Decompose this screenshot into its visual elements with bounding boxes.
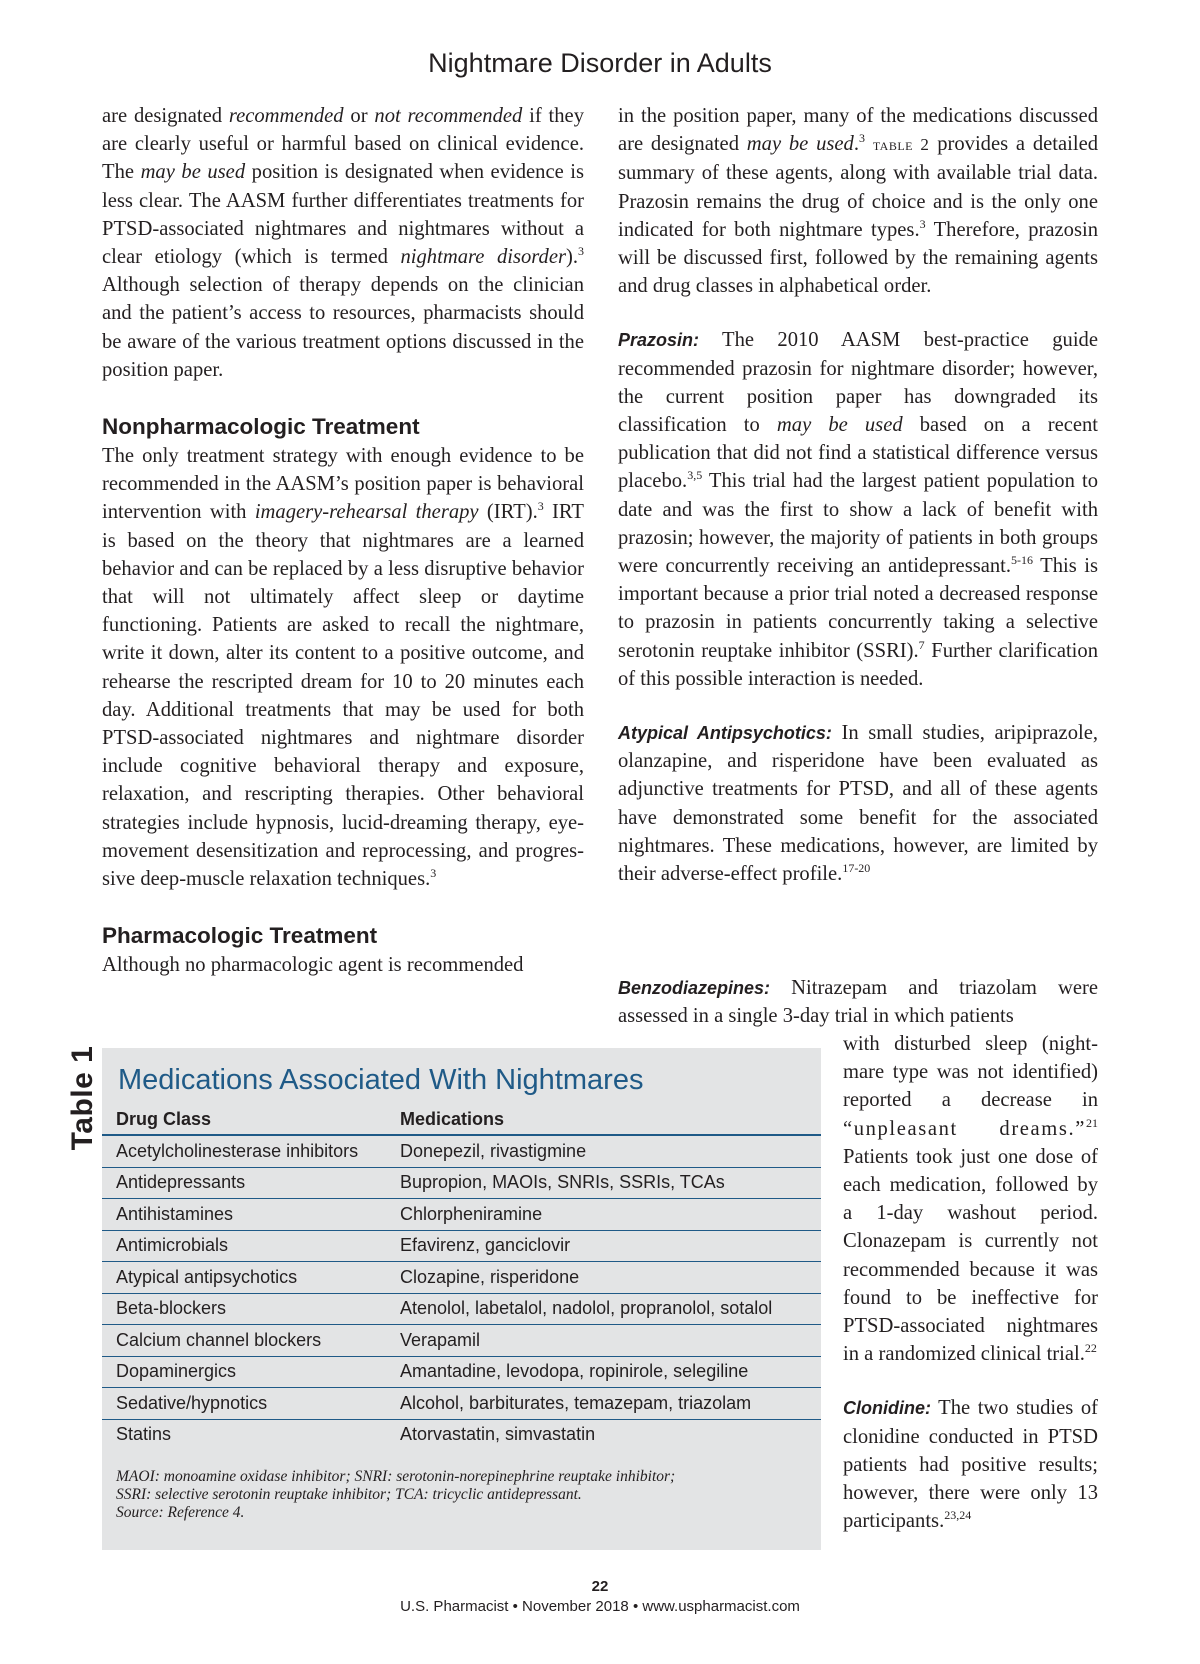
table-footnote [116, 1468, 806, 1522]
medications-cell: Efavirenz, ganciclovir [400, 1230, 821, 1262]
footnote-line: MAOI: monoamine oxidase inhibitor; SNRI: serotonin-norepinephrine reuptake inhibitor; [116, 1468, 676, 1485]
drug-class-cell: Calcium channel blockers [102, 1325, 400, 1357]
footer-credit: U.S. Pharmacist • November 2018 • www.uspharmacist.com [400, 1598, 800, 1615]
medications-cell: Amantadine, levodopa, ropinirole, selegiline [400, 1356, 821, 1388]
table-row [102, 1419, 821, 1450]
running-head: Nightmare Disorder in Adults [428, 48, 772, 78]
narrow-column [843, 1030, 1098, 1535]
drug-class-cell: Antidepressants [102, 1167, 400, 1199]
medications-table [102, 1104, 821, 1450]
table-1 [102, 1048, 821, 1550]
table-row [102, 1325, 821, 1357]
drug-class-cell: Antimicrobials [102, 1230, 400, 1262]
table-row [102, 1199, 821, 1231]
footnote-line: SSRI: selective serotonin reuptake inhibitor; TCA: tricyclic antidepressant. [116, 1486, 582, 1503]
left-column [102, 102, 584, 979]
medications-cell: Atenolol, labetalol, nadolol, propranolol, sotalol [400, 1293, 821, 1325]
page-number: 22 [591, 1578, 609, 1595]
drug-class-cell: Beta-blockers [102, 1293, 400, 1325]
table-row [102, 1262, 821, 1294]
drug-class-cell: Sedative/hypnotics [102, 1388, 400, 1420]
drug-class-cell: Statins [116, 1424, 172, 1445]
table-row [102, 1356, 821, 1388]
drug-class-cell: Atypical antipsychotics [102, 1262, 400, 1294]
medications-cell: Chlorpheniramine [400, 1199, 821, 1231]
atypical-antipsychotics-paragraph: Atypical Antipsychotics: In small studies, aripiprazole, olanzapine, and risperidone have been evaluated as adjunctive treatments for PTSD, and all of these agents have demonstrated some benefit for the associated nightmares. These medications, however, are limited by their adverse-effect profile.$^{17-20}$ [618, 722, 1098, 886]
table-row [102, 1167, 821, 1199]
benzodiazepines-paragraph: with disturbed sleep (nightmare type was not identified) reported a decrease in “unpleasant dreams.”$^{21}$ Patients took just one dose of each medication, followed by a 1-day washout period. Clonazepam is currently not recommended because it was found to be ineffective for PTSD-associated nightmares in a randomized clinical trial.$^{22}$ [843, 1033, 1098, 1366]
prazosin-paragraph: Prazosin: The 2010 AASM best-practice guide recommended prazosin for nightmare disorder; however, the current position paper has downgraded its classification to may be used based on a recent publication that did not find a statistical difference versus placebo.$^{3,5}$ This trial had the largest patient population to date and was the first to show a lack of benefit with prazosin; however, the majority of patients in both groups were concurrently receiving an antidepressant.$^{5-16}$ This is important because a prior trial noted a decreased response to prazosin in patients concurrently taking a selective serotonin reuptake inhibitor (SSRI).$^7$ Further clarification of this possible interaction is needed. [618, 329, 1099, 690]
medications-cell: Atorvastatin, simvastatin [400, 1424, 596, 1445]
table-label-text: Table 1 [66, 1045, 99, 1151]
right-intro-paragraph: in the position paper, many of the medications discussed are designated may be used.$^3$ table 2 provides a detailed summary of these agents, along with available trial data. Prazosin remains the drug of choice and is the only one indicated for both nightmare types.$^3$ Therefore, prazosin will be discussed first, followed by the remaining agents and drug classes in alphabetical order. [618, 105, 1099, 298]
intro-paragraph: are designated recommended or not recommended if they are clearly useful or harmful based on clinical evidence. The may be used position is designated when evidence is less clear. The AASM further differentiates treatments for PTSD-associated nightmares and nightmares without a clear etiology (which is termed nightmare disorder).$^3$ Although selection of therapy depends on the clinician and the patient’s access to resources, pharmacists should be aware of the various treatment options discussed in the position paper. [102, 105, 585, 381]
table-row [102, 1388, 821, 1420]
drug-class-cell: Acetylcholinesterase inhibitors [102, 1135, 400, 1167]
benzodiazepines-lead: Benzodiazepines: Nitrazepam and triazolam were assessed in a single 3-day trial in which patients [618, 977, 1098, 1028]
medications-cell: Donepezil, rivastigmine [400, 1135, 821, 1167]
heading-nonpharmacologic: Nonpharmacologic Treatment [102, 414, 420, 440]
table-header-row [102, 1104, 821, 1135]
table-title: Medications Associated With Nightmares [118, 1064, 644, 1096]
drug-class-cell: Antihistamines [102, 1199, 400, 1231]
header-medications: Medications [400, 1104, 821, 1135]
table-row [102, 1293, 821, 1325]
header-drug-class: Drug Class [102, 1104, 400, 1135]
right-column [618, 102, 1098, 888]
table-row [102, 1230, 821, 1262]
clonidine-paragraph: Clonidine: The two studies of clonidine conducted in PTSD patients had positive results; however, there were only 13 participants.$^{23,24}$ [843, 1397, 1098, 1533]
heading-pharmacologic: Pharmacologic Treatment [102, 923, 378, 949]
medications-cell: Alcohol, barbiturates, temazepam, triazolam [400, 1388, 821, 1420]
drug-class-cell: Dopaminergics [102, 1356, 400, 1388]
table-label [60, 1046, 106, 1150]
benzodiazepines-start [618, 974, 1098, 1030]
medications-cell: Clozapine, risperidone [400, 1262, 821, 1294]
medications-cell: Bupropion, MAOIs, SNRIs, SSRIs, TCAs [400, 1167, 821, 1199]
pharmacologic-paragraph: Although no pharmacologic agent is recommended [102, 954, 524, 977]
footnote-source: Source: Reference 4. [116, 1504, 245, 1521]
medications-cell: Verapamil [400, 1325, 821, 1357]
nonpharmacologic-paragraph: The only treatment strategy with enough evidence to be recommended in the AASM’s position paper is behavioral intervention with imagery-rehearsal therapy (IRT).$^3$ IRT is based on the theory that nightmares are a learned behavior and can be replaced by a less disruptive behavior that will not ultimately affect sleep or daytime functioning. Patients are asked to recall the nightmare, write it down, alter its content to a positive outcome, and rehearse the rescripted dream for 10 to 20 minutes each day. Additional treatments that may be used for both PTSD-associated nightmares and nightmare disorder include cognitive behavioral therapy and exposure, relaxation, and rescripting therapies. Other behavioral strategies include hypnosis, lucid-dreaming therapy, eye-movement desensitization and reprocessing, and progressive deep-muscle relaxation techniques.$^3$ [102, 445, 584, 891]
table-row [102, 1135, 821, 1167]
